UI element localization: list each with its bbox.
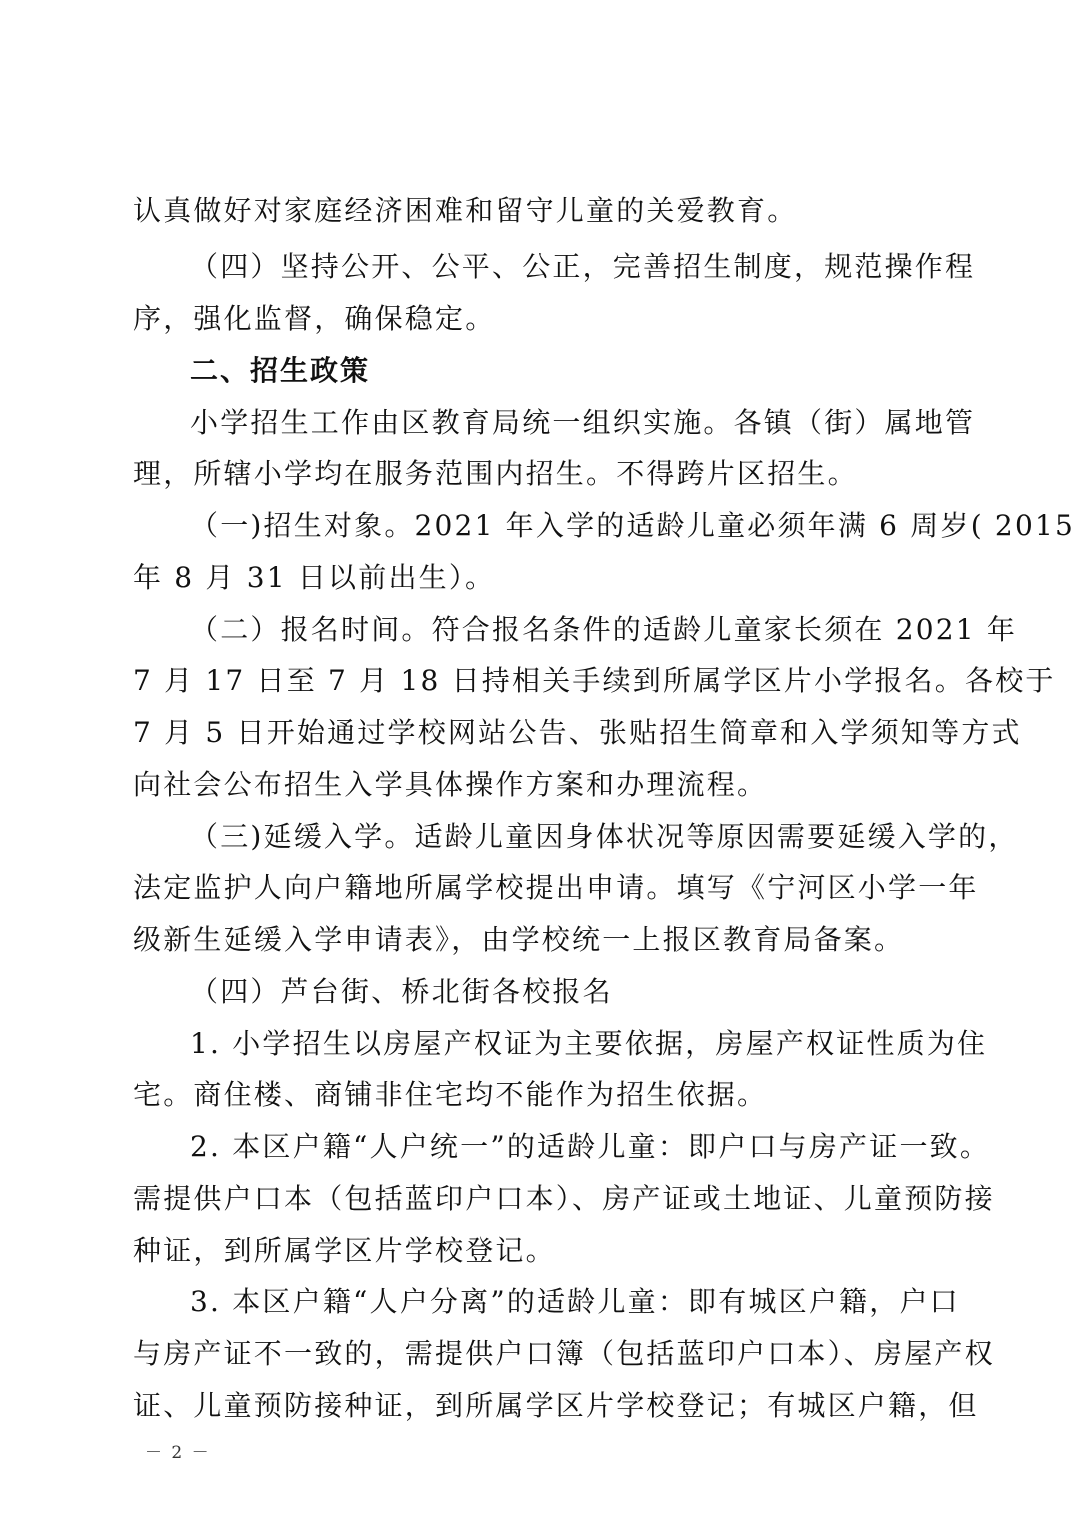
paragraph-line: 级新生延缓入学申请表》，由学校统一上报区教育局备案。 xyxy=(133,923,905,956)
subsection-heading: （四）芦台街、桥北街各校报名 xyxy=(190,975,613,1008)
paragraph-line: 需提供户口本（包括蓝印户口本）、房产证或土地证、儿童预防接 xyxy=(133,1182,995,1215)
paragraph-line: 3. 本区户籍“人户分离”的适龄儿童：即有城区户籍，户口 xyxy=(190,1285,960,1318)
paragraph-line: 1. 小学招生以房屋产权证为主要依据，房屋产权证性质为住 xyxy=(190,1027,988,1060)
paragraph-line: 与房产证不一致的，需提供户口簿（包括蓝印户口本）、房屋产权 xyxy=(133,1337,995,1370)
page-number: － 2 － xyxy=(145,1443,211,1463)
paragraph-line: 理，所辖小学均在服务范围内招生。不得跨片区招生。 xyxy=(133,457,858,490)
paragraph-line: 小学招生工作由区教育局统一组织实施。各镇（街）属地管 xyxy=(190,406,976,439)
paragraph-line: （二）报名时间。符合报名条件的适龄儿童家长须在 2021 年 xyxy=(190,613,1018,646)
paragraph-line: 向社会公布招生入学具体操作方案和办理流程。 xyxy=(133,768,768,801)
paragraph-line: 7 月 17 日至 7 月 18 日持相关手续到所属学区片小学报名。各校于 xyxy=(133,664,1056,697)
paragraph-line: 种证，到所属学区片学校登记。 xyxy=(133,1234,556,1267)
paragraph-line: 证、儿童预防接种证，到所属学区片学校登记；有城区户籍，但 xyxy=(133,1389,979,1422)
paragraph-line: （三)延缓入学。适龄儿童因身体状况等原因需要延缓入学的， xyxy=(190,820,1019,853)
paragraph-line: 2. 本区户籍“人户统一”的适龄儿童：即户口与房产证一致。 xyxy=(190,1130,991,1163)
paragraph-line: 年 8 月 31 日以前出生）。 xyxy=(133,561,496,594)
paragraph-line: 序，强化监督，确保稳定。 xyxy=(133,302,496,335)
paragraph-line: 7 月 5 日开始通过学校网站公告、张贴招生简章和入学须知等方式 xyxy=(133,716,1022,749)
paragraph-line: 认真做好对家庭经济困难和留守儿童的关爱教育。 xyxy=(133,194,798,227)
paragraph-line: （四）坚持公开、公平、公正，完善招生制度，规范操作程 xyxy=(190,250,976,283)
paragraph-line: （一)招生对象。2021 年入学的适龄儿童必须年满 6 周岁( 2015 xyxy=(190,509,1075,542)
section-heading: 二、招生政策 xyxy=(190,354,371,387)
paragraph-line: 法定监护人向户籍地所属学校提出申请。填写《宁河区小学一年 xyxy=(133,871,979,904)
paragraph-line: 宅。商住楼、商铺非住宅均不能作为招生依据。 xyxy=(133,1078,768,1111)
